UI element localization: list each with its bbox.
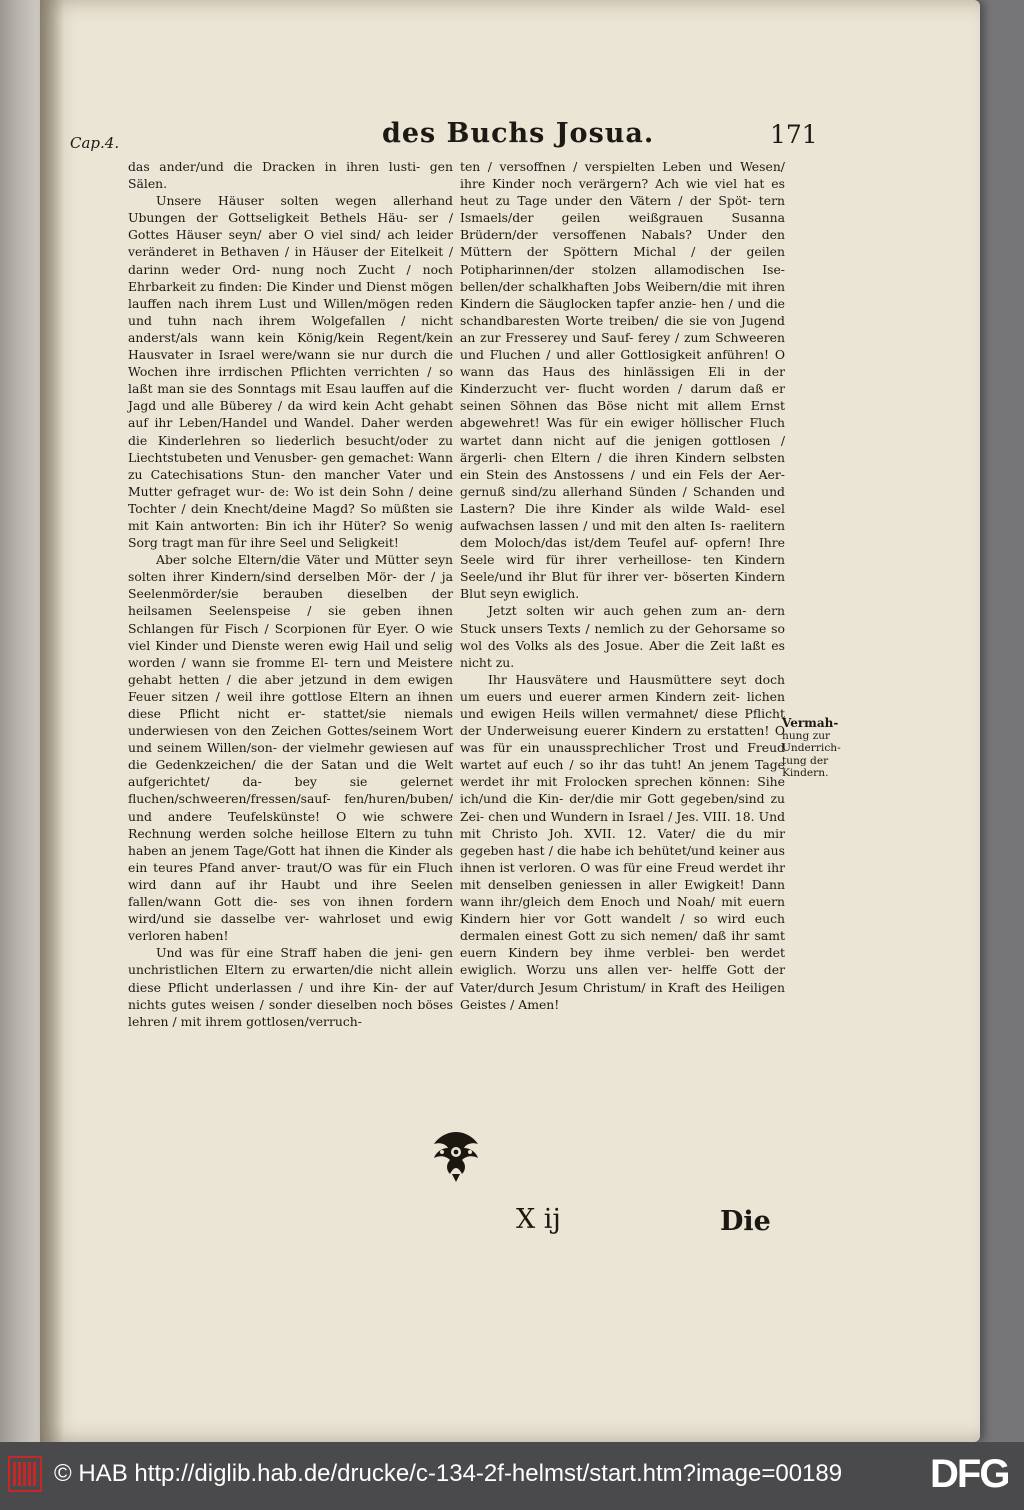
book-page (40, 0, 980, 1442)
marginal-note-line: Kindern. (782, 767, 829, 779)
paragraph: ten / versoffnen / verspielten Leben und Wesen/ ihre Kinder noch verärgern? Ach wie viel hat es heut zu Tage under den Vätern / der Spöt- tern Ismaels/der geilen weißgrauen Susanna Brüdern/der versoffenen Nabals? Under den Müttern der Spöttern Michal / der geilen Potipharinnen/der stolzen allamodischen Ise- bellen/der schalkhaften Jobs Weibern/die mit ihren Kindern die Säuglocken tapfer anzie- hen / und die schandbaresten Worte treiben/ die sie von Jugend an zur Fresserey und Sauf- ferey / zum Schweeren und Fluchen / und aller Gottlosigkeit anführen! O wann das Haus des hinlässigen Eli in der Kinderzucht ver- flucht worden / darum daß er seinen Söhnen das Böse nicht mit allem Ernst abgewehret! Was für ein ewiger höllischer Fluch wartet dann nicht auf die jenigen gottlosen / ärgerli- chen Eltern / die ihren Kindern selbsten ein Stein des Anstossens / und ein Fels der Aer- gernuß sind/zu allerhand Sünden / Schanden und Lastern? Die ihre Kinder als wilde Wald- esel aufwachsen lassen / und mit den alten Is- raelitern dem Moloch/das ist/dem Teufel auf- opfern! Ihre Seele wird für ihrer verheillose- ten Kindern Seele/und ihr Blut für ihrer ver- böserten Kindern Blut seyn ewiglich. (460, 159, 785, 602)
right-text-column (460, 158, 785, 1013)
chapter-label: Cap.4. (70, 134, 120, 152)
gutter-shadow (40, 0, 64, 1442)
marginal-note-line: nung zur (782, 729, 831, 742)
running-title: des Buchs Josua. (382, 118, 655, 149)
marginal-note (782, 717, 844, 780)
paragraph: Unsere Häuser solten wegen allerhand Ubungen der Gottseligkeit Bethels Häu- ser / Gottes Häuser seyn/ aber O viel sind/ ach leider veränderet in Bethaven / in Häuser der Eitelkeit / darinn weder Ord- nung noch Zucht / noch Ehrbarkeit zu finden: Die Kinder und Dienst mögen lauffen nach ihrem Lust und Willen/mögen reden und tuhn nach ihrem Wolgefallen / nicht anderst/als wann kein König/kein Regent/kein Hausvater in Israel were/wann sie nur durch die Wochen ihre irrdischen Pflichten verrichten / so laßt man sie des Sonntags mit Esau lauffen auf die Jagd und alle Büberey / da wird kein Acht gehabt auf ihr Leben/Handel und Wandel. Daher werden die Kinderlehren so liederlich besucht/oder zu Liechtstubeten und Venusber- gen gemachet: Wann zu Catechisations Stun- den mancher Vater und Mutter gefraget wur- de: Wo ist dein Sohn / deine Tochter / dein Knecht/deine Magd? So müßten sie mit Kain antworten: Bin ich ihr Hüter? So wenig Sorg tragt man für ihre Seel und Seligkeit! (128, 193, 453, 551)
hab-library-logo-icon (8, 1456, 42, 1492)
marginal-note-line: Vermah- (782, 716, 839, 730)
catchword: Die (720, 1206, 771, 1237)
signature-mark: X ij (516, 1204, 561, 1235)
paragraph: Jetzt solten wir auch gehen zum an- dern Stuck unsers Texts / nemlich zu der Gehorsame so wol des Volks als des Josue. Aber die Zeit laßt es nicht zu. (460, 603, 785, 670)
left-text-column (128, 158, 453, 1030)
paragraph: das ander/und die Dracken in ihren lusti- gen Sälen. (128, 159, 453, 192)
paragraph: Ihr Hausvätere und Hausmüttere seyt doch um euers und euerer armen Kindern zeit- lichen und ewigen Heils willen vermahnet/ diese Pflicht der Underweisung euerer Kindern zu erstatten! O was für ein unaussprechlicher Trost und Freud wartet auf euch / so ihr das tuht! An jenem Tage werdet ihr mit Frolocken sprechen können: Sihe ich/und die Kin- der/die mir Gott gegeben/sind zu Zei- chen und Wundern in Israel / Jes. VIII. 18. Und mit Christo Joh. XVII. 12. Vater/ die du mir gegeben hast / die habe ich behütet/und keiner aus ihnen ist verloren. O was für eine Freud werdet ihr mit denselben geniessen in aller Ewigkeit! Dann wann ihr/gleich dem Enoch und Noah/ mit euern Kindern hier vor Gott wandelt / so wird euch dermalen einest Gott zu sich nemen/ daß ihr samt euern Kindern bey ihme verblei- ben werdet ewiglich. Worzu uns allen ver- helffe Gott der Vater/durch Jesum Christum/ in Kraft des Heiligen Geistes / Amen! (460, 671, 785, 1012)
printers-ornament (424, 1128, 488, 1184)
footer-bar (0, 1442, 1024, 1510)
paragraph: Aber solche Eltern/die Väter und Mütter seyn solten ihrer Kindern/sind derselben Mör- der / ja Seelenmörder/sie berauben dieselben der heilsamen Seelenspeise / sie geben ihnen Schlangen für Fisch / Scorpionen für Eyer. O wie viel Kinder und Dienste weren ewig Hail und selig worden / wann sie fromme El- tern und Meistere gehabt hetten / die aber jetzund in dem ewigen Feuer sitzen / weil ihre gottlose Eltern an ihnen diese Pflicht nicht er- stattet/sie niemals underwiesen von den Zeichen Gottes/seinem Wort und seinem Willen/son- der vielmehr gewiesen auf die Gedenkzeichen/ die der Satan und die Welt aufgerichtet/ da- bey sie gelernet fluchen/schweeren/fressen/sauf- fen/huren/buben/ und andere Teufelskünste! O wie schwere Rechnung werden solche heillose Eltern zu tuhn haben an jenem Tage/Gott hat ihnen die Kinder als ein teures Pfand anver- traut/O was für ein Fluch wird dann auf ihr Haubt und ihre Seelen fallen/wann Gott die- ses von ihnen fordern wird/und sie dasselbe ver- wahrloset und ewig verloren haben! (128, 552, 453, 944)
running-header (70, 118, 820, 158)
source-link[interactable]: © HAB http://diglib.hab.de/drucke/c-134-2f-helmst/start.htm?image=00189 (54, 1460, 843, 1487)
page-number: 171 (770, 120, 818, 149)
dfg-logo: DFG (930, 1452, 1009, 1496)
paragraph: Und was für eine Straff haben die jeni- gen unchristlichen Eltern zu erwarten/die nicht allein diese Pflicht underlassen / und ihre Kin- der auf nichts gutes weisen / sonder dieselben noch böses lehren / mit ihrem gottlosen/verruch- (128, 945, 453, 1029)
marginal-note-line: Underrich- (782, 742, 841, 754)
marginal-note-line: tung der (782, 754, 829, 767)
